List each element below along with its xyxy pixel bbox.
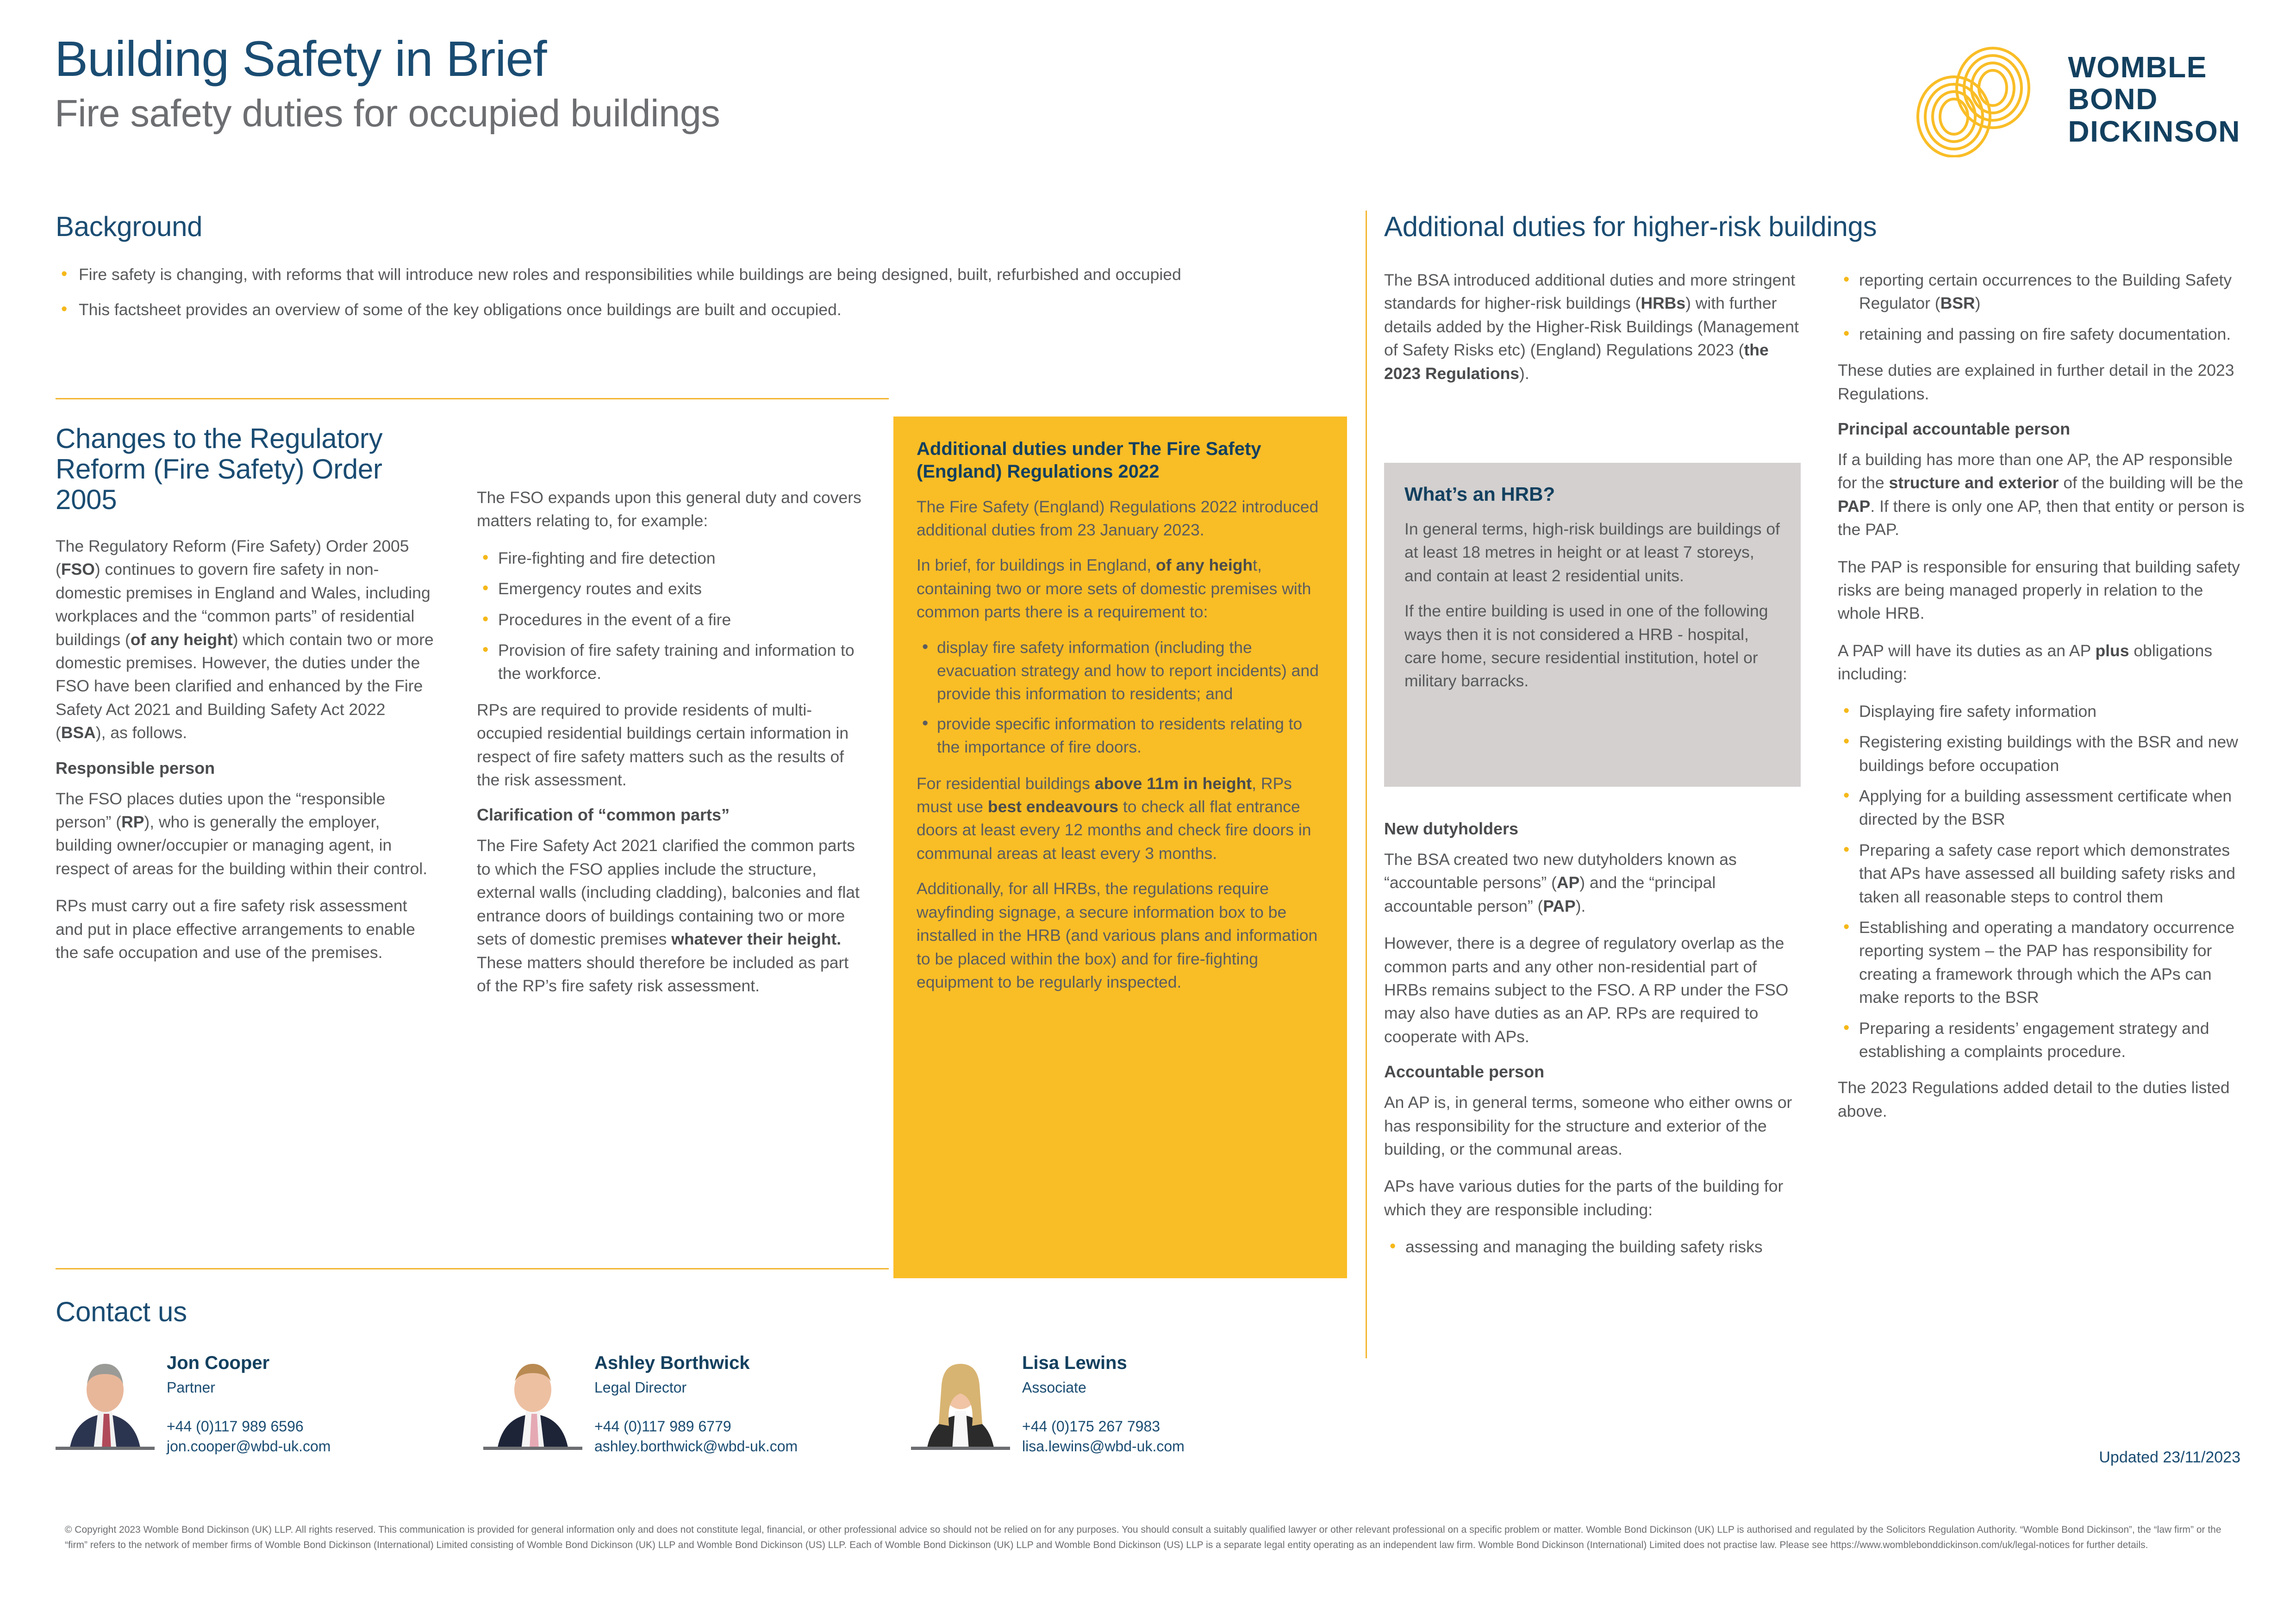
yellow-requirements-list: [917, 636, 1324, 759]
pap-para-1: [1838, 448, 2245, 541]
higher-risk-heading: Additional duties for higher-risk buildings: [1384, 211, 1877, 242]
logo-line-1: WOMBLE: [2068, 50, 2207, 84]
yellow-para-1: The Fire Safety (England) Regulations 2022 introduced additional duties from 23 January 2023.: [917, 497, 1319, 539]
avatar: [483, 1351, 582, 1450]
contact-name: Lisa Lewins: [1022, 1353, 1127, 1373]
logo-line-2: BOND: [2068, 82, 2158, 116]
yellow-para-2: [917, 553, 1324, 623]
contact-info: [594, 1351, 798, 1456]
contact-card: [911, 1351, 1300, 1456]
t: , RPs must use: [917, 774, 1292, 816]
accountable-person-para-2: APs have various duties for the parts of the building for which they are responsible including:: [1384, 1177, 1784, 1219]
additional-duties-2022-box: [893, 417, 1347, 1278]
contact-email[interactable]: ashley.borthwick@wbd-uk.com: [594, 1437, 798, 1455]
changes-para-1: [56, 535, 435, 745]
changes-para-2: [56, 787, 435, 881]
list-item: [1838, 268, 2245, 315]
background-section: [56, 211, 1352, 335]
t: The FSO places duties upon the “responsible person” (: [56, 789, 386, 832]
divider-contact: [56, 1268, 889, 1269]
t: plus: [2095, 641, 2129, 660]
list-item: • Preparing a safety case report which demonstrates that APs have assessed all building safety risks and taken all reasonable steps to control them: [1838, 839, 2245, 908]
list-item: • assessing and managing the building safety risks: [1384, 1235, 1801, 1258]
yellow-para-3: [917, 772, 1324, 865]
contact-phone[interactable]: +44 (0)117 989 6779: [594, 1418, 731, 1435]
contact-name: Jon Cooper: [167, 1353, 270, 1373]
list-item: • Procedures in the event of a fire: [477, 608, 866, 631]
list-item: • Establishing and operating a mandatory occurrence reporting system – the PAP has responsibility for creating a framework through which the APs can make reports to the BSR: [1838, 916, 2245, 1009]
list-item: • display fire safety information (including the evacuation strategy and how to report incidents) and provide this information to residents; and: [917, 636, 1324, 706]
t: ), who is generally the employer, building owner/occupier or managing agent, in respect of areas for the building within their control.: [56, 813, 428, 878]
divider-vertical: [1366, 211, 1367, 1358]
t: the 2023 Regulations: [1384, 341, 1769, 383]
fso-expands-para: The FSO expands upon this general duty and covers matters relating to, for example:: [477, 488, 861, 530]
t: ) which contain two or more domestic premises. However, the duties under the FSO have been clarified and enhanced by the Fire Safety Act 2021 and Building Safety Act 2022 (: [56, 630, 434, 742]
list-item: • Fire-fighting and fire detection: [477, 547, 866, 570]
t: of the building will be the: [2059, 473, 2244, 492]
hrb-para-1: In general terms, high-risk buildings are buildings of at least 18 metres in height or at least 7 storeys, and contain at least 2 residential units.: [1404, 520, 1780, 585]
yellow-para-4: Additionally, for all HRBs, the regulations require wayfinding signage, a secure information box to be installed in the HRB (and various plans and information to be placed within the box) and for fire-fighting equipment to be regularly inspected.: [917, 879, 1318, 991]
contact-role: Associate: [1022, 1379, 1086, 1396]
t: For residential buildings: [917, 774, 1095, 793]
list-item: • Provision of fire safety training and information to the workforce.: [477, 639, 866, 685]
t: of any heigh: [1156, 556, 1253, 575]
background-heading: Background: [56, 211, 203, 242]
t: . If there is only one AP, then that entity or person is the PAP.: [1838, 497, 2245, 539]
higher-risk-column-c-lower: [1384, 819, 1801, 1272]
t: These matters should therefore be included as part of the RP’s fire safety risk assessment.: [477, 953, 849, 995]
list-item: • Preparing a residents’ engagement strategy and establishing a complaints procedure.: [1838, 1017, 2245, 1063]
t: of any height: [130, 630, 233, 649]
pap-obligations-list: [1838, 700, 2245, 1063]
divider-top: [56, 398, 889, 399]
t: FSO: [61, 560, 95, 579]
t: A PAP will have its duties as an AP: [1838, 641, 2096, 660]
changes-column-b: [477, 486, 866, 1011]
contact-info: [167, 1351, 331, 1456]
ap-duties-list-left: [1384, 1235, 1801, 1258]
common-parts-para: [477, 834, 866, 997]
hrb-para-2: If the entire building is used in one of the following ways then it is not considered a HRB - hospital, care home, secure residential institution, hotel or military barracks.: [1404, 602, 1768, 690]
contact-phone[interactable]: +44 (0)117 989 6596: [167, 1418, 304, 1435]
new-dutyholders-para-1: [1384, 848, 1801, 918]
womble-bond-dickinson-logo: [1913, 42, 2240, 157]
logo-rings-icon: [1913, 42, 2052, 157]
page-subtitle: Fire safety duties for occupied buildings: [55, 92, 720, 135]
t: PAP: [1543, 896, 1576, 915]
contact-card: [56, 1351, 444, 1456]
t: ).: [1519, 364, 1529, 383]
higher-risk-column-d: [1838, 268, 2245, 1137]
new-dutyholders-para-2: However, there is a degree of regulatory overlap as the common parts and any other non-residential part of HRBs remains subject to the FSO. A RP under the FSO may also have duties as an AP. RPs are required to cooperate with APs.: [1384, 934, 1789, 1046]
t: whatever their height.: [671, 930, 842, 949]
rps-residents-para: RPs are required to provide residents of multi-occupied residential buildings certain information in respect of fire safety matters such as the results of the risk assessment.: [477, 700, 849, 790]
t: If a building has more than one AP, the AP responsible for the: [1838, 450, 2233, 492]
contact-info: [1022, 1351, 1185, 1456]
t: ): [1975, 294, 1981, 313]
list-item: • retaining and passing on fire safety documentation.: [1838, 323, 2245, 346]
t: to check all flat entrance doors at least every 12 months and check fire doors in communal areas at least every 3 months.: [917, 797, 1311, 863]
yellow-box-heading: Additional duties under The Fire Safety (England) Regulations 2022: [917, 439, 1261, 482]
contact-section: [56, 1296, 1352, 1456]
t: BSR: [1940, 294, 1975, 313]
t: t, containing two or more sets of domestic premises with common parts there is a requirement to:: [917, 556, 1311, 622]
background-bullet-list: [56, 263, 1352, 322]
logo-line-3: DICKINSON: [2068, 114, 2240, 148]
avatar: [911, 1351, 1010, 1450]
pap-para-2: The PAP is responsible for ensuring that building safety risks are being managed properly in relation to the whole HRB.: [1838, 557, 2240, 623]
contact-card: [483, 1351, 872, 1456]
common-parts-subhead: Clarification of “common parts”: [477, 805, 730, 825]
pap-closing-para: The 2023 Regulations added detail to the duties listed above.: [1838, 1078, 2230, 1120]
list-item: • provide specific information to residents relating to the importance of fire doors.: [917, 712, 1324, 759]
contact-heading: Contact us: [56, 1296, 187, 1327]
footer-legal-notice: © Copyright 2023 Womble Bond Dickinson (UK) LLP. All rights reserved. This communication is provided for general information only and does not constitute legal, financial, or other professional advice so should not be relied on for any purposes. You should consult a suitably qualified lawyer or other relevant professional on a specific problem or matter. Womble Bond Dickinson (UK) LLP is authorised and regulated by the Solicitors Regulation Authority. “Womble Bond Dickinson”, the “law firm” or the “firm” refers to the network of member firms of Womble Bond Dickinson (International) Limited consisting of Womble Bond Dickinson (UK) LLP and Womble Bond Dickinson (US) LLP. Each of Womble Bond Dickinson (UK) LLP and Womble Bond Dickinson (US) LLP is a separate legal entity operating as an independent law firm. Womble Bond Dickinson (International) Limited does not practise law. Please see https://www.womblebonddickinson.com/uk/legal-notices for further details.: [65, 1524, 2221, 1550]
list-item: • Applying for a building assessment certificate when directed by the BSR: [1838, 784, 2245, 831]
accountable-person-subhead: Accountable person: [1384, 1062, 1545, 1082]
t: above 11m in height: [1094, 774, 1252, 793]
contact-email[interactable]: lisa.lewins@wbd-uk.com: [1022, 1437, 1185, 1455]
t: obligations including:: [1838, 641, 2213, 684]
bsa-intro-para: [1384, 268, 1801, 385]
t: ) and the “principal accountable person” (: [1384, 873, 1716, 915]
t: ) with further details added by the Higher-Risk Buildings (Management of Safety Risks etc) (England) Regulations 2023 (: [1384, 294, 1799, 360]
new-dutyholders-subhead: New dutyholders: [1384, 819, 1519, 838]
principal-accountable-person-subhead: Principal accountable person: [1838, 419, 2071, 439]
list-item: • Fire safety is changing, with reforms that will introduce new roles and responsibilities while buildings are being designed, built, refurbished and occupied: [56, 263, 1352, 286]
contact-role: Legal Director: [594, 1379, 687, 1396]
t: structure and exterior: [1889, 473, 2059, 492]
updated-date: Updated 23/11/2023: [2099, 1449, 2240, 1466]
ap-duties-list-right: [1838, 268, 2245, 346]
t: ), as follows.: [95, 723, 187, 742]
contact-role: Partner: [167, 1379, 215, 1396]
contact-phone[interactable]: +44 (0)175 267 7983: [1022, 1418, 1160, 1435]
changes-para-3: RPs must carry out a fire safety risk assessment and put in place effective arrangements to enable the safe occupation and use of the premises.: [56, 896, 415, 962]
list-item: • Registering existing buildings with the BSR and new buildings before occupation: [1838, 730, 2245, 777]
pap-para-3: [1838, 639, 2245, 686]
accountable-person-para-1: An AP is, in general terms, someone who either owns or has responsibility for the structure and exterior of the building, or the communal areas.: [1384, 1093, 1792, 1159]
responsible-person-subhead: Responsible person: [56, 758, 215, 777]
page-header: [55, 32, 720, 136]
t: PAP: [1838, 497, 1871, 516]
t: ) continues to govern fire safety in non-domestic premises in England and Wales, including workplaces and the “common parts” of residential buildings (: [56, 560, 430, 649]
t: AP: [1556, 873, 1580, 892]
list-item: • This factsheet provides an overview of some of the key obligations once buildings are built and occupied.: [56, 298, 1352, 321]
higher-risk-column-c: [1384, 268, 1801, 399]
t: The BSA introduced additional duties and more stringent standards for higher-risk buildings (: [1384, 271, 1796, 313]
avatar: [56, 1351, 155, 1450]
t: HRBs: [1641, 294, 1686, 313]
t: In brief, for buildings in England,: [917, 556, 1156, 575]
t: BSA: [61, 723, 96, 742]
changes-column-a: [56, 423, 435, 978]
t: The Regulatory Reform (Fire Safety) Order 2005 (: [56, 537, 409, 579]
ap-closing-para: These duties are explained in further detail in the 2023 Regulations.: [1838, 361, 2234, 403]
t: RP: [121, 813, 144, 832]
t: The BSA created two new dutyholders known as “accountable persons” (: [1384, 850, 1737, 892]
list-item: • Displaying fire safety information: [1838, 700, 2245, 723]
contact-cards: [56, 1351, 1352, 1456]
higher-risk-section-header: [1384, 211, 2254, 243]
list-item: • Emergency routes and exits: [477, 577, 866, 600]
whats-an-hrb-box: [1384, 463, 1801, 787]
changes-heading: Changes to the Regulatory Reform (Fire Safety) Order 2005: [56, 423, 383, 515]
hrb-box-heading: What’s an HRB?: [1404, 483, 1555, 505]
contact-email[interactable]: jon.cooper@wbd-uk.com: [167, 1437, 331, 1455]
t: ).: [1575, 896, 1586, 915]
fso-matters-list: [477, 547, 866, 685]
contact-name: Ashley Borthwick: [594, 1353, 750, 1373]
t: reporting certain occurrences to the Building Safety Regulator (: [1859, 271, 2232, 313]
logo-wordmark: [2068, 51, 2240, 147]
page-title: Building Safety in Brief: [55, 31, 547, 87]
t: best endeavours: [987, 797, 1119, 816]
t: The Fire Safety Act 2021 clarified the common parts to which the FSO applies include the structure, external walls (including cladding), balconies and flat entrance doors of buildings containing two or more sets of domestic premises: [477, 836, 860, 949]
